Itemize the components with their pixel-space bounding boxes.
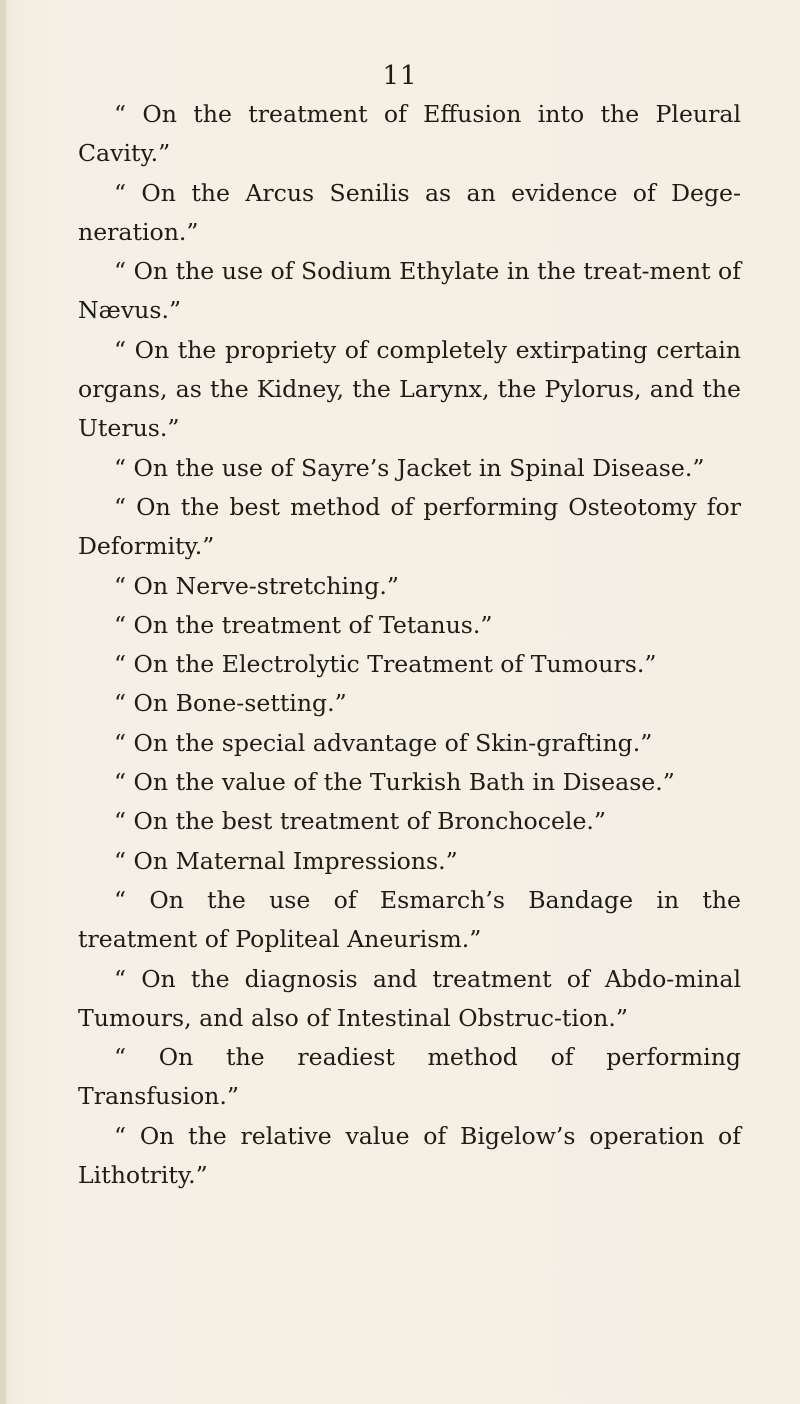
list-item: “ On the use of Esmarch’s Bandage in the treatment of Popliteal Aneurism.”: [78, 885, 741, 954]
list-item: “ On the propriety of completely extirpating certain organs, as the Kidney, the Larynx, the Pylorus, and the Uterus.”: [78, 335, 741, 443]
list-item: “ On Nerve-stretching.”: [114, 571, 399, 600]
list-item: “ On the relative value of Bigelow’s operation of Lithotrity.”: [78, 1121, 741, 1190]
page-binding-edge: [0, 0, 6, 1404]
list-item: “ On Bone-setting.”: [114, 689, 347, 718]
list-item: “ On the Arcus Senilis as an evidence of Dege-neration.”: [78, 178, 741, 246]
list-item: “ On the value of the Turkish Bath in Disease.”: [114, 768, 675, 797]
list-item: “ On Maternal Impressions.”: [114, 846, 458, 875]
list-item: “ On the Electrolytic Treatment of Tumours.”: [114, 650, 657, 679]
essay-topic-list: [78, 95, 741, 1195]
list-item: “ On the diagnosis and treatment of Abdo-minal Tumours, and also of Intestinal Obstruc-tion.”: [78, 964, 741, 1032]
list-item: “ On the use of Sayre’s Jacket in Spinal Disease.”: [114, 453, 705, 482]
list-item: “ On the use of Sodium Ethylate in the treat-ment of Nævus.”: [78, 257, 741, 325]
list-item: “ On the treatment of Tetanus.”: [114, 610, 493, 639]
list-item: “ On the readiest method of performing Transfusion.”: [78, 1043, 741, 1111]
list-item: “ On the best method of performing Osteotomy for Deformity.”: [78, 492, 741, 561]
list-item: “ On the treatment of Effusion into the Pleural Cavity.”: [78, 100, 741, 168]
list-item: “ On the special advantage of Skin-grafting.”: [114, 728, 653, 757]
page-number: 11: [382, 61, 418, 91]
list-item: “ On the best treatment of Bronchocele.”: [114, 807, 606, 836]
